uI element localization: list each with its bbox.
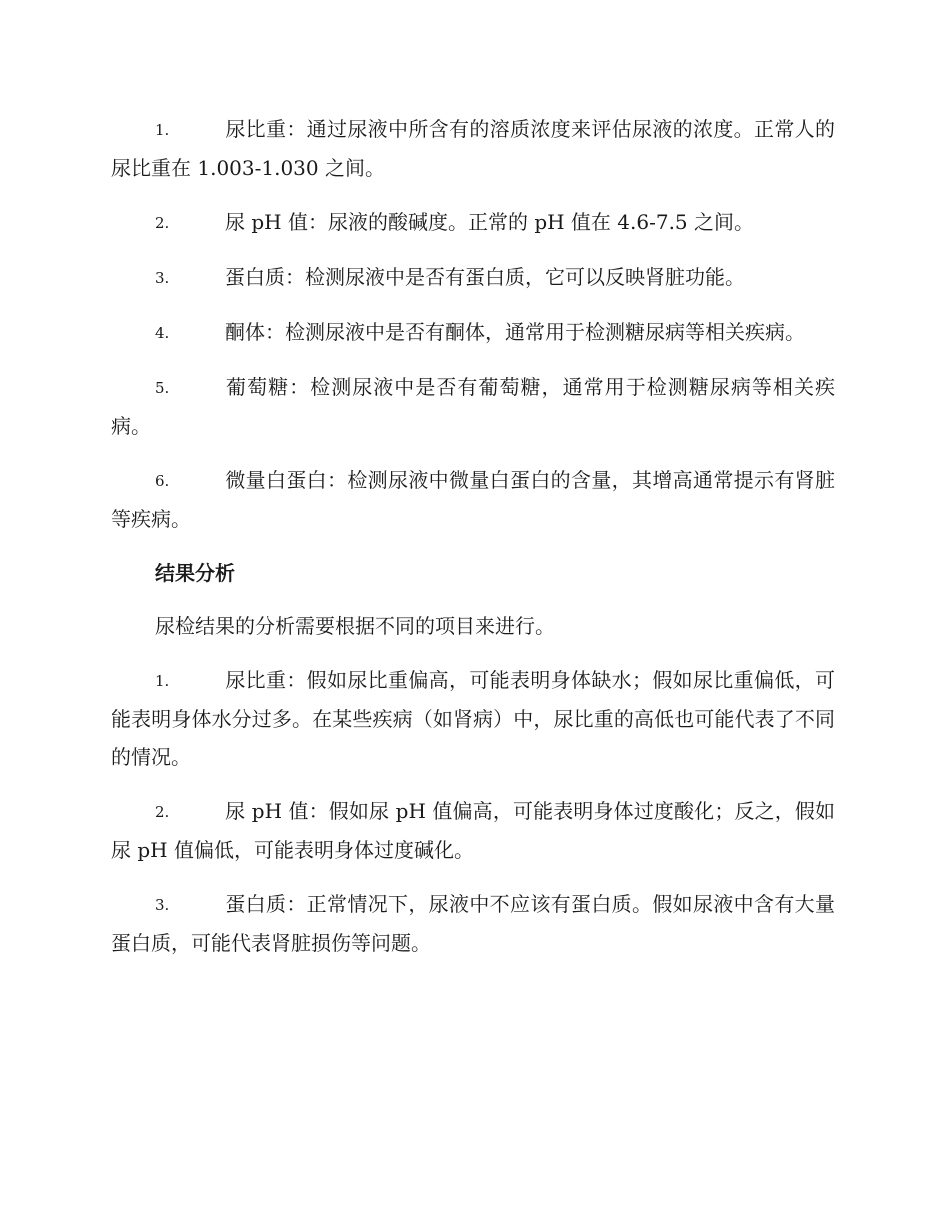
list-item xyxy=(111,461,835,538)
list-item-number: 2. xyxy=(155,214,170,232)
list-item-number: 2. xyxy=(155,803,170,821)
list-item xyxy=(111,661,835,776)
list-item xyxy=(111,203,835,242)
list-item-text: 酮体：检测尿液中是否有酮体，通常用于检测糖尿病等相关疾病。 xyxy=(225,320,805,344)
list-item xyxy=(111,885,835,962)
list-item-number: 5. xyxy=(155,379,170,397)
list-item-number: 3. xyxy=(155,896,170,914)
list-item-text: 尿比重：假如尿比重偏高，可能表明身体缺水；假如尿比重偏低，可能表明身体水分过多。在某些疾病（如肾病）中，尿比重的高低也可能代表了不同的情况。 xyxy=(111,668,835,769)
document-page xyxy=(111,110,835,978)
list-item xyxy=(111,313,835,352)
list-item-text: 尿 pH 值：假如尿 pH 值偏高，可能表明身体过度酸化；反之，假如尿 pH 值偏低，可能表明身体过度碱化。 xyxy=(111,799,835,862)
list-item-text: 尿比重：通过尿液中所含有的溶质浓度来评估尿液的浓度。正常人的尿比重在 1.003-1.030 之间。 xyxy=(111,117,835,180)
list-item-text: 蛋白质：检测尿液中是否有蛋白质，它可以反映肾脏功能。 xyxy=(225,265,745,289)
list-item xyxy=(111,258,835,297)
list-item-text: 蛋白质：正常情况下，尿液中不应该有蛋白质。假如尿液中含有大量蛋白质，可能代表肾脏损伤等问题。 xyxy=(111,892,835,955)
list-item-number: 4. xyxy=(155,324,170,342)
list-item-text: 葡萄糖：检测尿液中是否有葡萄糖，通常用于检测糖尿病等相关疾病。 xyxy=(111,375,835,438)
test-items-list xyxy=(111,110,835,538)
analysis-items-list xyxy=(111,661,835,962)
section-heading: 结果分析 xyxy=(155,561,235,585)
list-item xyxy=(111,110,835,187)
list-item xyxy=(111,368,835,445)
list-item-text: 尿 pH 值：尿液的酸碱度。正常的 pH 值在 4.6-7.5 之间。 xyxy=(225,210,755,234)
list-item-number: 1. xyxy=(155,672,170,690)
list-item-number: 6. xyxy=(155,472,170,490)
list-item xyxy=(111,792,835,869)
list-item-number: 3. xyxy=(155,269,170,287)
list-item-number: 1. xyxy=(155,121,170,139)
list-item-text: 微量白蛋白：检测尿液中微量白蛋白的含量，其增高通常提示有肾脏等疾病。 xyxy=(111,468,835,531)
section-intro: 尿检结果的分析需要根据不同的项目来进行。 xyxy=(155,614,555,638)
